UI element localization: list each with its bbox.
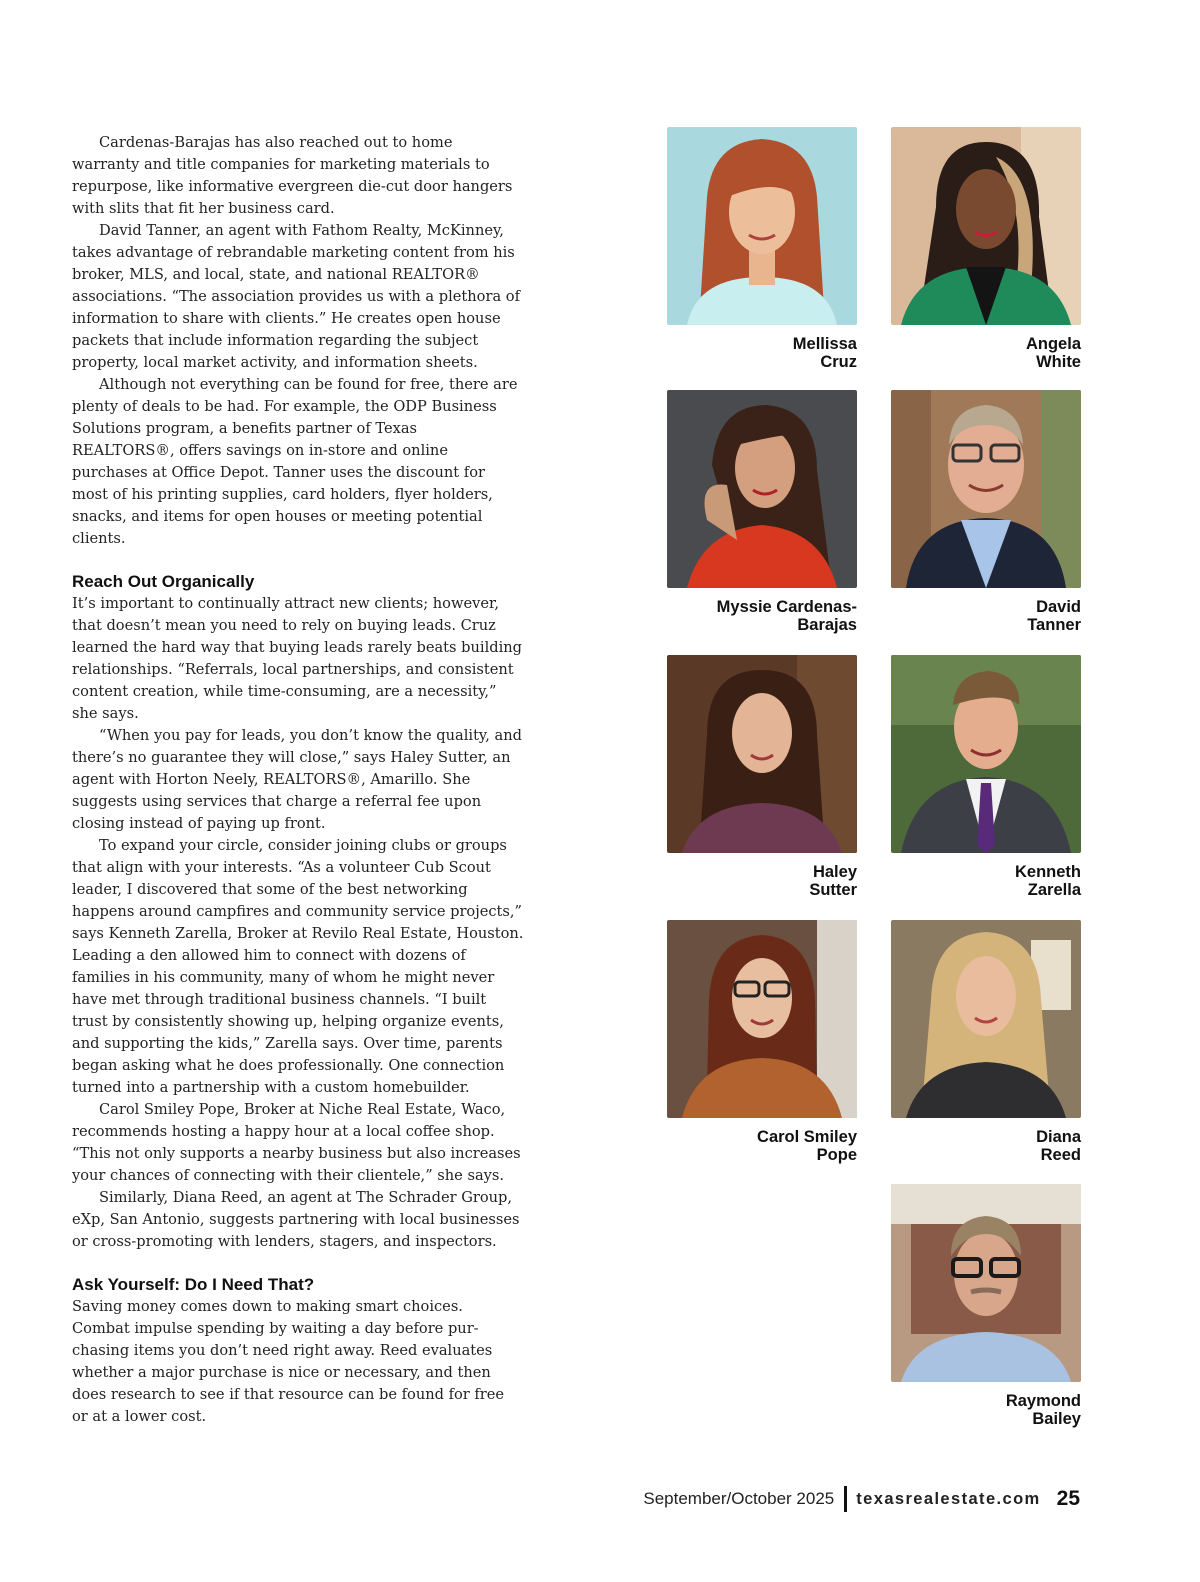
- caption-line: Cruz: [820, 353, 857, 371]
- caption-line: David: [1036, 598, 1081, 616]
- caption-david-tanner: [891, 598, 1081, 634]
- page-footer: [643, 1486, 1080, 1512]
- headshot-photo-mellissa-cruz: [667, 127, 857, 325]
- caption-diana-reed: [891, 1128, 1081, 1164]
- headshot-photo-kenneth-zarella: [891, 655, 1081, 853]
- caption-line: Reed: [1040, 1146, 1081, 1164]
- caption-angela-white: [891, 335, 1081, 371]
- headshot-photo-haley-sutter: [667, 655, 857, 853]
- caption-line: Raymond: [1005, 1392, 1081, 1410]
- caption-line: Angela: [1025, 335, 1081, 353]
- headshot-photo-diana-reed: [891, 920, 1081, 1118]
- caption-carol-smiley-pope: [667, 1128, 857, 1164]
- article-paragraph: David Tanner, an agent with Fathom Realty, McKinney, takes advantage of rebrandable marketing content from his broker, MLS, and local, state, and national REALTOR® associations. “The association provides us with a plethora of information to share with clients.” He creates open house packets that include information regarding the subject property, local market activity, and information sheets.: [72, 222, 520, 371]
- issue-date: September/October 2025: [643, 1489, 835, 1508]
- caption-line: Bailey: [1032, 1410, 1081, 1428]
- article-paragraph: “When you pay for leads, you don’t know the quality, and there’s no guarantee they will close,” says Haley Sutter, an agent with Horton Neely, REALTORS®, Amarillo. She suggests using services that charge a referral fee upon closing instead of paying up front.: [72, 727, 522, 832]
- article-paragraph: Carol Smiley Pope, Broker at Niche Real Estate, Waco, recommends hosting a happy hour at a local coffee shop. “This not only supports a nearby business but also increases your chances of connecting with their clientele,” she says.: [72, 1101, 521, 1184]
- caption-line: Haley: [812, 863, 857, 881]
- caption-line: Tanner: [1027, 616, 1081, 634]
- caption-line: Mellissa: [792, 335, 857, 353]
- article-paragraph: Saving money comes down to making smart choices. Combat impulse spending by waiting a day before pur-chasing items you don’t need right away. Reed evaluates whether a major purchase is nice or necessary, and then does research to see if that resource can be found for free or at a lower cost.: [72, 1298, 505, 1425]
- section-heading-ask-yourself: Ask Yourself: Do I Need That?: [72, 1275, 315, 1294]
- caption-line: Pope: [816, 1146, 857, 1164]
- page-number: 25: [1056, 1487, 1080, 1510]
- caption-raymond-bailey: [891, 1392, 1081, 1428]
- article-paragraph: Although not everything can be found for free, there are plenty of deals to be had. For example, the ODP Business Solutions program, a benefits partner of Texas REALTORS®, offers savings on in-store and online purchases at Office Depot. Tanner uses the discount for most of his printing supplies, card holders, flyer holders, snacks, and items for open houses or meeting potential clients.: [72, 376, 518, 547]
- caption-myssie-cardenas-barajas: [667, 598, 857, 634]
- headshot-photo-david-tanner: [891, 390, 1081, 588]
- website-url: texasrealestate.com: [856, 1489, 1041, 1508]
- caption-line: Kenneth: [1015, 863, 1081, 881]
- article-paragraph: Similarly, Diana Reed, an agent at The Schrader Group, eXp, San Antonio, suggests partnering with local businesses or cross-promoting with lenders, stagers, and inspectors.: [72, 1189, 520, 1250]
- caption-line: Barajas: [797, 616, 857, 634]
- caption-line: White: [1036, 353, 1081, 371]
- article-paragraph: Cardenas-Barajas has also reached out to home warranty and title companies for marketing materials to repurpose, like informative evergreen die-cut door hangers with slits that fit her business card.: [72, 134, 513, 217]
- headshot-photo-raymond-bailey: [891, 1184, 1081, 1382]
- caption-line: Sutter: [809, 881, 857, 899]
- caption-mellissa-cruz: [667, 335, 857, 371]
- caption-line: Diana: [1036, 1128, 1081, 1146]
- headshot-photo-myssie-cardenas-barajas: [667, 390, 857, 588]
- article-paragraph: It’s important to continually attract new clients; however, that doesn’t mean you need to rely on buying leads. Cruz learned the hard way that buying leads rarely beats building relationships. “Referrals, local partnerships, and consistent content creation, while time-consuming, are a necessity,” she says.: [72, 595, 522, 722]
- section-heading-reach-out: Reach Out Organically: [72, 572, 255, 591]
- caption-line: Myssie Cardenas-: [716, 598, 857, 616]
- footer-divider: [844, 1486, 847, 1512]
- caption-kenneth-zarella: [891, 863, 1081, 899]
- caption-haley-sutter: [667, 863, 857, 899]
- article-paragraph: To expand your circle, consider joining clubs or groups that align with your interests. “As a volunteer Cub Scout leader, I discovered that some of the best networking happens around campfires and community service projects,” says Kenneth Zarella, Broker at Revilo Real Estate, Houston. Leading a den allowed him to connect with dozens of families in his community, many of whom he might never have met through traditional business channels. “I built trust by consistently showing up, helping organize events, and supporting the kids,” Zarella says. Over time, parents began asking what he does professionally. One connection turned into a partnership with a custom homebuilder.: [72, 837, 524, 1096]
- article-body: [72, 132, 524, 1428]
- caption-line: Carol Smiley: [757, 1128, 857, 1146]
- headshot-photo-carol-smiley-pope: [667, 920, 857, 1118]
- caption-line: Zarella: [1027, 881, 1081, 899]
- headshot-photo-angela-white: [891, 127, 1081, 325]
